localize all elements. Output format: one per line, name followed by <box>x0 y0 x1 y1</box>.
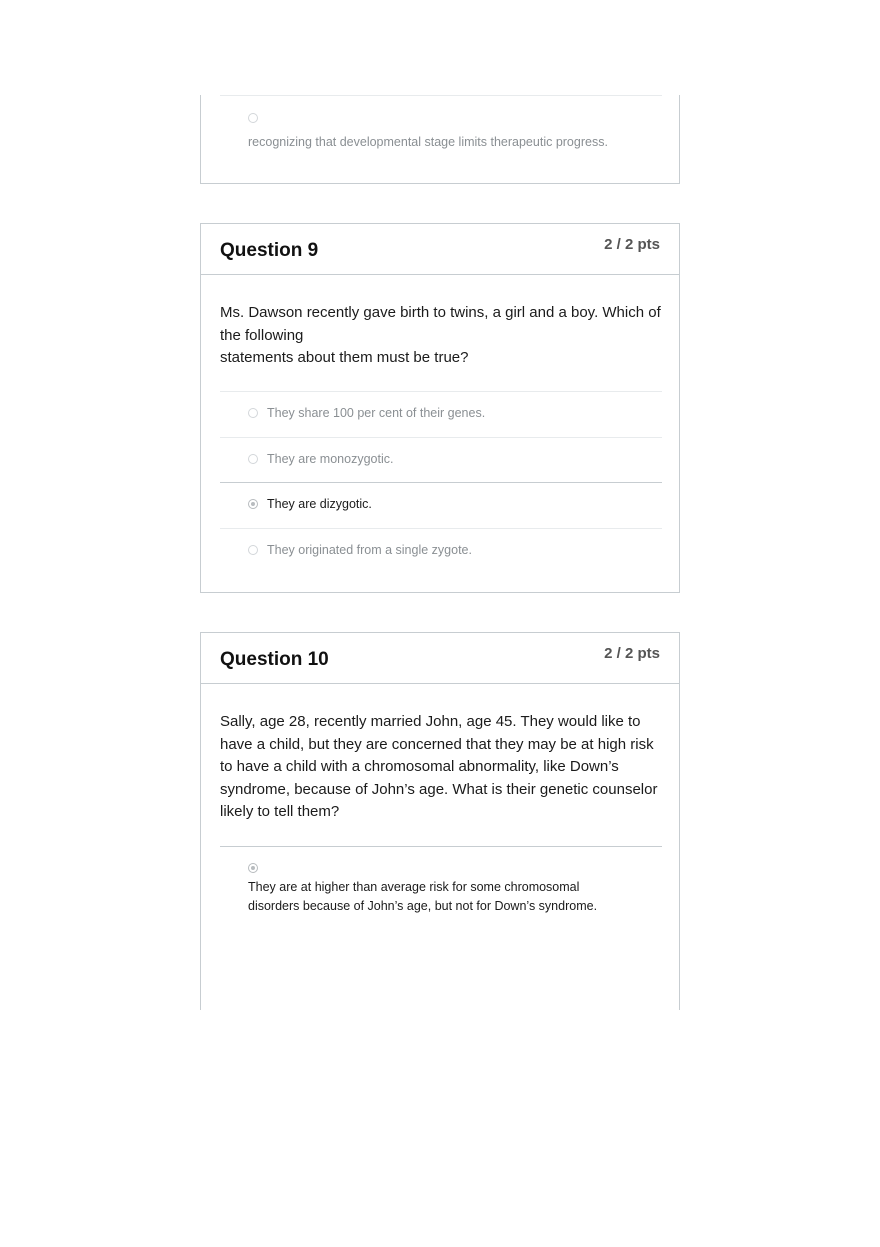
radio-button[interactable] <box>248 113 258 123</box>
question-text-line: syndrome, because of John’s age. What is their genetic counselor <box>220 780 658 798</box>
question-text-line: statements about them must be true? <box>220 349 469 366</box>
question-text-line: likely to tell them? <box>220 803 340 820</box>
answer-label: They are dizygotic. <box>267 497 372 511</box>
answer-label-line: disorders because of John’s age, but not for Down’s syndrome. <box>248 899 598 913</box>
question-text-line: have a child, but they are concerned that they may be at high risk <box>220 735 654 753</box>
question-card-previous <box>200 95 680 184</box>
question-header <box>201 224 679 275</box>
answer-label <box>248 878 597 916</box>
question-title: Question 10 <box>220 649 329 670</box>
question-text <box>220 302 662 370</box>
answer-label: recognizing that developmental stage limits therapeutic progress. <box>248 135 608 149</box>
answer-option-selected[interactable] <box>220 482 662 528</box>
radio-button-checked[interactable] <box>248 499 258 509</box>
radio-button-checked[interactable] <box>248 863 258 873</box>
answer-option-selected[interactable] <box>220 846 662 937</box>
radio-button[interactable] <box>248 408 258 418</box>
answer-label: They share 100 per cent of their genes. <box>267 406 486 420</box>
answer-option[interactable] <box>220 95 662 184</box>
radio-button[interactable] <box>248 545 258 555</box>
question-title: Question 9 <box>220 240 319 261</box>
question-header <box>201 633 679 684</box>
question-points: 2 / 2 pts <box>604 236 660 253</box>
answer-option[interactable] <box>220 437 662 483</box>
question-text-line: Ms. Dawson recently gave birth to twins, a girl and a boy. Which of <box>220 304 661 321</box>
radio-button[interactable] <box>248 454 258 464</box>
question-text-line: the following <box>220 326 304 344</box>
question-card-9 <box>200 223 680 593</box>
answer-label: They originated from a single zygote. <box>267 543 472 557</box>
answer-label-line: They are at higher than average risk for some chromosomal <box>248 880 580 894</box>
answer-option[interactable] <box>220 391 662 437</box>
question-text <box>220 711 662 824</box>
question-points: 2 / 2 pts <box>604 645 660 662</box>
question-text-line: Sally, age 28, recently married John, age 45. They would like to <box>220 713 641 730</box>
question-card-10 <box>200 632 680 1010</box>
answer-option[interactable] <box>220 528 662 574</box>
answer-label: They are monozygotic. <box>267 452 394 466</box>
question-text-line: to have a child with a chromosomal abnormality, like Down’s <box>220 758 619 775</box>
